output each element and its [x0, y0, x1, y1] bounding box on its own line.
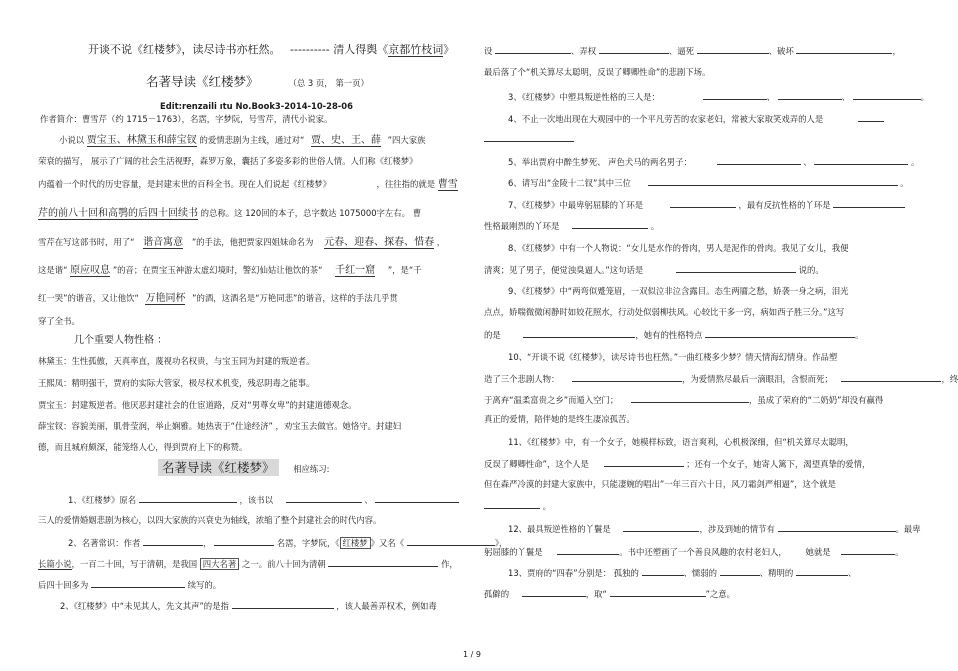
- novel-name: 红楼梦: [340, 537, 371, 549]
- text: 后四十回多为: [38, 580, 89, 590]
- text: 清爽；见了男子，便觉浊臭逼人。”这句话是: [484, 265, 644, 275]
- characters-heading: 几个重要人物性格 ：: [74, 335, 168, 346]
- pun-tea: 千红一窟: [335, 265, 376, 276]
- pun-wine: 万艳同杯: [145, 293, 186, 304]
- text: 。书中还塑画了一个善良风趣的农村老妇人，: [619, 547, 787, 557]
- answer-blank[interactable]: [232, 599, 334, 609]
- technique: 谐音寓意: [143, 237, 184, 248]
- text: 雪芹在写这部书时，用了“: [38, 237, 135, 247]
- answer-blank[interactable]: [833, 198, 905, 208]
- text: ”的手法，他把贾家四姐妹命名为: [191, 237, 314, 247]
- text: 、: [841, 92, 850, 102]
- text: 6、请写出“金陵十二钗”其中三位: [508, 178, 631, 188]
- r-question-11-line-2: [484, 457, 870, 470]
- text: 性格最刚烈的丫环是: [484, 221, 560, 231]
- intro-line-6: [38, 264, 422, 277]
- intro-line-7: [38, 292, 398, 305]
- r-question-7-line-1: [508, 198, 905, 211]
- text: 。: [542, 501, 552, 511]
- genre: 长篇小说: [38, 559, 72, 569]
- r-question-5: [508, 155, 919, 168]
- text: ，: [892, 46, 901, 56]
- classic-status: 四大名著: [200, 558, 240, 570]
- r-question-12-line-1: [508, 522, 921, 535]
- answer-blank[interactable]: [523, 328, 635, 338]
- text: ，她有的性格特点: [635, 330, 703, 340]
- answer-blank[interactable]: [697, 44, 769, 54]
- text: 1、《红楼梦》原名: [68, 495, 137, 505]
- header-source-title: 京都竹枝词: [388, 43, 444, 56]
- r-question-10-line-3: [484, 393, 883, 406]
- text: 这是谐“: [38, 265, 68, 275]
- r-question-11-line-1: 11、《红楼梦》中，有一个女子，她模样标致，语言爽利，心机极深细，但“机关算尽太聪明，: [508, 437, 854, 447]
- answer-blank[interactable]: [604, 457, 684, 467]
- question-2-line-2: [38, 557, 458, 570]
- text: 小说以: [59, 135, 85, 145]
- text: ，往往指的就是: [376, 179, 436, 189]
- intro-line-2: 荣衰的描写， 展示了广阔的社会生活视野，森罗万象，囊括了多姿多彩的世俗人情。人们称《红楼梦》: [38, 156, 418, 166]
- text: 5、举出贾府中醉生梦死、 声色犬马的两名男子：: [508, 157, 692, 167]
- r-question-8-line-1: 8、《红楼梦》中有一个人物说：“女儿是水作的骨肉，男人是泥作的骨肉。我见了女儿，我便: [508, 243, 849, 253]
- text: ”之意。: [705, 589, 736, 599]
- character-xifeng: 王熙凤：精明强干，贾府的实际大管家，极尽权术机变，残忍阴毒之能事。: [38, 378, 315, 388]
- answer-blank[interactable]: [814, 155, 908, 165]
- text: ，: [203, 538, 212, 548]
- text: 7、《红楼梦》中最卑躬屈膝的丫环是: [508, 200, 644, 210]
- answer-blank[interactable]: [599, 44, 669, 54]
- text: ，虽成了荣府的“二奶奶”却没有赢得: [748, 395, 884, 405]
- doc-title: [146, 76, 369, 89]
- r-question-4-blank: [484, 132, 574, 145]
- r-question-10-line-2: [484, 372, 958, 385]
- answer-blank[interactable]: [642, 566, 684, 576]
- r-question-12-line-2: [484, 545, 904, 558]
- character-daiyu: 林黛玉：生性孤傲，天真率直，蔑视功名权贵，与宝玉同为封建的叛逆者。: [38, 356, 315, 366]
- answer-blank[interactable]: [522, 587, 586, 597]
- text: 。最卑: [895, 524, 921, 534]
- text: 名霑，字梦阮，《: [276, 538, 340, 548]
- answer-blank[interactable]: [495, 44, 571, 54]
- header-source: ---------- 清人得舆《: [290, 43, 389, 56]
- text: 4、不止一次地出现在大观园中的一个平凡劳苦的农家老妇，常被大家取笑戏弄的人是: [508, 114, 824, 124]
- version-note: 芹的前八十回和高鹗的后四十回续书: [38, 208, 198, 219]
- text: 。: [900, 178, 909, 188]
- edit-info: Edit:renzaili ıtu No.Book3-2014-10-28-06: [160, 101, 353, 111]
- four-families: 贾、史、王、薛: [310, 135, 381, 146]
- answer-blank[interactable]: [143, 536, 203, 546]
- r-question-9-line-3: [484, 328, 863, 341]
- character-baoyu: 贾宝玉：封建叛逆者。他厌恶封建社会的仕宦道路，反对“男尊女卑”的封建道德观念。: [38, 400, 357, 410]
- r-question-13-line-2: [484, 587, 735, 600]
- r-question-11-line-3: 但在森严冷漠的封建大家族中，只能凄婉的唱出”一年三百六十日，风刀霜剑严相逼”，这个就是: [484, 479, 837, 489]
- text: ，该人最善弄权术，例如毒: [336, 601, 437, 611]
- answer-blank[interactable]: [720, 566, 760, 576]
- answer-blank[interactable]: [841, 545, 895, 555]
- r-line-1: [484, 44, 901, 57]
- answer-blank[interactable]: [853, 90, 921, 100]
- exercise-subtitle: 相应练习:: [293, 464, 330, 474]
- answer-blank[interactable]: [214, 536, 274, 546]
- text: 。: [910, 157, 920, 167]
- text: ，: [436, 237, 446, 247]
- text: ，取“: [585, 589, 607, 599]
- answer-blank[interactable]: [610, 587, 706, 597]
- answer-blank[interactable]: [648, 176, 898, 186]
- page-count: （总 3 页， 第一页）: [288, 78, 369, 88]
- text: ”，是“千: [387, 265, 422, 275]
- text: 内蕴着一个时代的历史容量，是封建末世的百科全书。现在人们说起《红楼梦》: [38, 179, 332, 189]
- four-sisters: 元春、迎春、探春、惜春: [324, 237, 435, 248]
- answer-blank[interactable]: [631, 393, 749, 403]
- text: ；还有一个女子，她寄人篱下，渴望真挚的爱情，: [686, 459, 871, 469]
- answer-blank[interactable]: [676, 263, 796, 273]
- text: 2、《红楼梦》中“未见其人，先文其声”的是指: [60, 601, 229, 611]
- text: ”的音；在贾宝玉神游太虚幻境时，警幻仙姑让他饮的茶“: [112, 265, 323, 275]
- intro-line-5: [38, 236, 445, 249]
- intro-line-4: [38, 207, 421, 220]
- intro-line-1: [59, 134, 426, 147]
- text: 、破坏: [768, 46, 794, 56]
- intro-line-8: 穿了全书。: [38, 316, 80, 326]
- text: 的爱情悲剧为主线，通过对“: [199, 135, 305, 145]
- question-3-line-1: [60, 599, 437, 612]
- exercise-title: 名著导读《红楼梦》: [158, 459, 279, 476]
- answer-blank[interactable]: [328, 557, 438, 567]
- header-quote: 开谈不说《红楼梦》，读尽诗书亦枉然。: [88, 43, 281, 56]
- text: 、: [364, 495, 373, 505]
- character-baochai-2: 德，而且城府颇深，能笼络人心，得到贾府上下的称赞。: [38, 442, 248, 452]
- text: ，终: [941, 374, 958, 384]
- r-line-2: 最后落了个“机关算尽太聪明，反误了卿卿性命”的悲剧下场。: [484, 67, 711, 77]
- text: 孤僻的: [484, 589, 510, 599]
- answer-blank[interactable]: [557, 545, 619, 555]
- answer-blank[interactable]: [796, 44, 892, 54]
- header-source-end: 》: [443, 43, 455, 56]
- text: 的是: [484, 330, 501, 340]
- answer-blank[interactable]: [705, 328, 855, 338]
- r-question-6: [508, 176, 909, 189]
- answer-blank[interactable]: [484, 132, 574, 142]
- answer-blank[interactable]: [139, 493, 237, 503]
- answer-blank[interactable]: [670, 198, 736, 208]
- text: 3、《红楼梦》中塑具叛逆性格的三人是：: [508, 92, 660, 102]
- pun-sisters: 原应叹息: [70, 265, 111, 276]
- text: 、弄权: [571, 46, 597, 56]
- answer-blank[interactable]: [703, 90, 767, 100]
- answer-blank[interactable]: [375, 493, 459, 503]
- text: 2、名著常识：作者: [68, 538, 141, 548]
- text: 之一。前八十回为清朝: [241, 559, 326, 569]
- author-name: 曹雪: [437, 179, 458, 190]
- text: 说的。: [798, 265, 824, 275]
- answer-blank[interactable]: [717, 155, 801, 165]
- text: 反误了卿卿性命”，这个人是: [484, 459, 589, 469]
- author-intro: 作者简介：曹雪芹（约 1715－1763），名霑，字梦阮，号雪芹，清代小说家。: [40, 114, 333, 124]
- r-question-3: [508, 90, 929, 103]
- r-question-9-line-2: 点点，娇喘微微闲静时如姣花照水，行动处似弱柳扶风。心较比干多一窍，病如西子胜三分。”这写: [484, 307, 845, 317]
- text: 续写的。: [187, 580, 222, 590]
- text: 的总称。这 120回的本子，总字数达 1075000字左右。 曹: [200, 208, 422, 218]
- question-2-line-1: [68, 536, 507, 549]
- answer-blank[interactable]: [572, 219, 648, 229]
- doc-title-text: 名著导读《红楼梦》: [146, 74, 259, 89]
- answer-blank[interactable]: [858, 112, 884, 122]
- answer-blank[interactable]: [623, 522, 699, 532]
- answer-blank[interactable]: [484, 499, 540, 509]
- text: 。: [650, 221, 660, 231]
- exercise-heading: [158, 462, 330, 475]
- text: ，最有反抗性格的丫环是: [738, 200, 831, 210]
- r-question-10-line-4: 真正的爱情，陪伴她的是终生凄凉孤苦。: [484, 414, 635, 424]
- text: 设: [484, 46, 493, 56]
- r-question-13-line-1: [508, 566, 856, 579]
- text: 作，: [441, 559, 458, 569]
- answer-blank[interactable]: [778, 90, 842, 100]
- text: 12、最具叛逆性格的丫鬟是: [508, 524, 611, 534]
- r-question-10-line-1: 10、“开谈不说《红楼梦》，读尽诗书也枉然。”一曲红楼多少梦？情天情海幻情身。作品塑: [508, 352, 838, 362]
- answer-blank[interactable]: [572, 372, 682, 382]
- r-question-9-line-1: 9、《红楼梦》中“两弯似蹙笼眉，一双似泣非泣含露目。态生两靥之愁，娇袭一身之病，泪光: [508, 286, 849, 296]
- key-characters: 贾宝玉、林黛玉和薛宝钗: [86, 135, 197, 146]
- text: 红一哭”的谐音，又让他饮“: [38, 293, 139, 303]
- text: 13、贾府的“四春”分别是： 孤独的: [508, 568, 639, 578]
- text: 。: [895, 547, 904, 557]
- text: 、: [766, 92, 775, 102]
- answer-blank[interactable]: [91, 578, 185, 588]
- text: 于离弃“温柔富贵之乡”而遁入空门；: [484, 395, 619, 405]
- text: 》又名《: [370, 538, 405, 548]
- text: 。: [920, 92, 930, 102]
- text: 、逼死: [668, 46, 694, 56]
- text: 、: [847, 568, 857, 578]
- text: 她就是: [805, 547, 831, 557]
- header-line: [88, 44, 454, 56]
- answer-blank[interactable]: [796, 566, 848, 576]
- text: 、精明的: [759, 568, 794, 578]
- right-column: [478, 0, 958, 671]
- question-1-line-2: 三人的爱情婚姻悲剧为核心，以四大家族的兴衰史为轴线，浓缩了整个封建社会的时代内容。: [38, 515, 382, 525]
- r-question-11-line-4: [484, 499, 551, 512]
- r-question-8-line-2: [484, 263, 824, 276]
- text: 造了三个悲剧人物：: [484, 374, 560, 384]
- text: 》，: [494, 538, 508, 548]
- answer-blank[interactable]: [778, 522, 896, 532]
- r-question-4: [508, 112, 884, 125]
- text: 、懦弱的: [683, 568, 718, 578]
- text: ”四大家族: [387, 135, 426, 145]
- text: ，涉及到她的情节有: [699, 524, 775, 534]
- intro-line-3: [38, 178, 458, 191]
- text: ，为爱情熬尽最后一滴眼泪，含恨而死；: [682, 374, 833, 384]
- text: 。: [855, 330, 864, 340]
- r-question-7-line-2: [484, 219, 659, 232]
- text: 躬屈膝的丫鬟是: [484, 547, 543, 557]
- character-baochai-1: 薛宝钗：容貌美丽，肌骨莹润，举止娴雅。她热衷于“仕途经济” ，劝宝玉去做官。她恪守。封建妇: [38, 421, 402, 431]
- text: 、: [803, 157, 812, 167]
- question-2-line-3: [38, 578, 221, 591]
- answer-blank[interactable]: [841, 372, 941, 382]
- text: ”的酒，这酒名是“万艳同悲”的谐音，这样的手法几乎贯: [192, 293, 398, 303]
- text: ，该书以: [239, 495, 273, 505]
- page-number: 1 / 9: [463, 650, 481, 659]
- answer-blank[interactable]: [286, 493, 362, 503]
- text: ，一百二十回，写于清朝，是我国: [71, 559, 198, 569]
- question-1-line-1: [68, 493, 459, 506]
